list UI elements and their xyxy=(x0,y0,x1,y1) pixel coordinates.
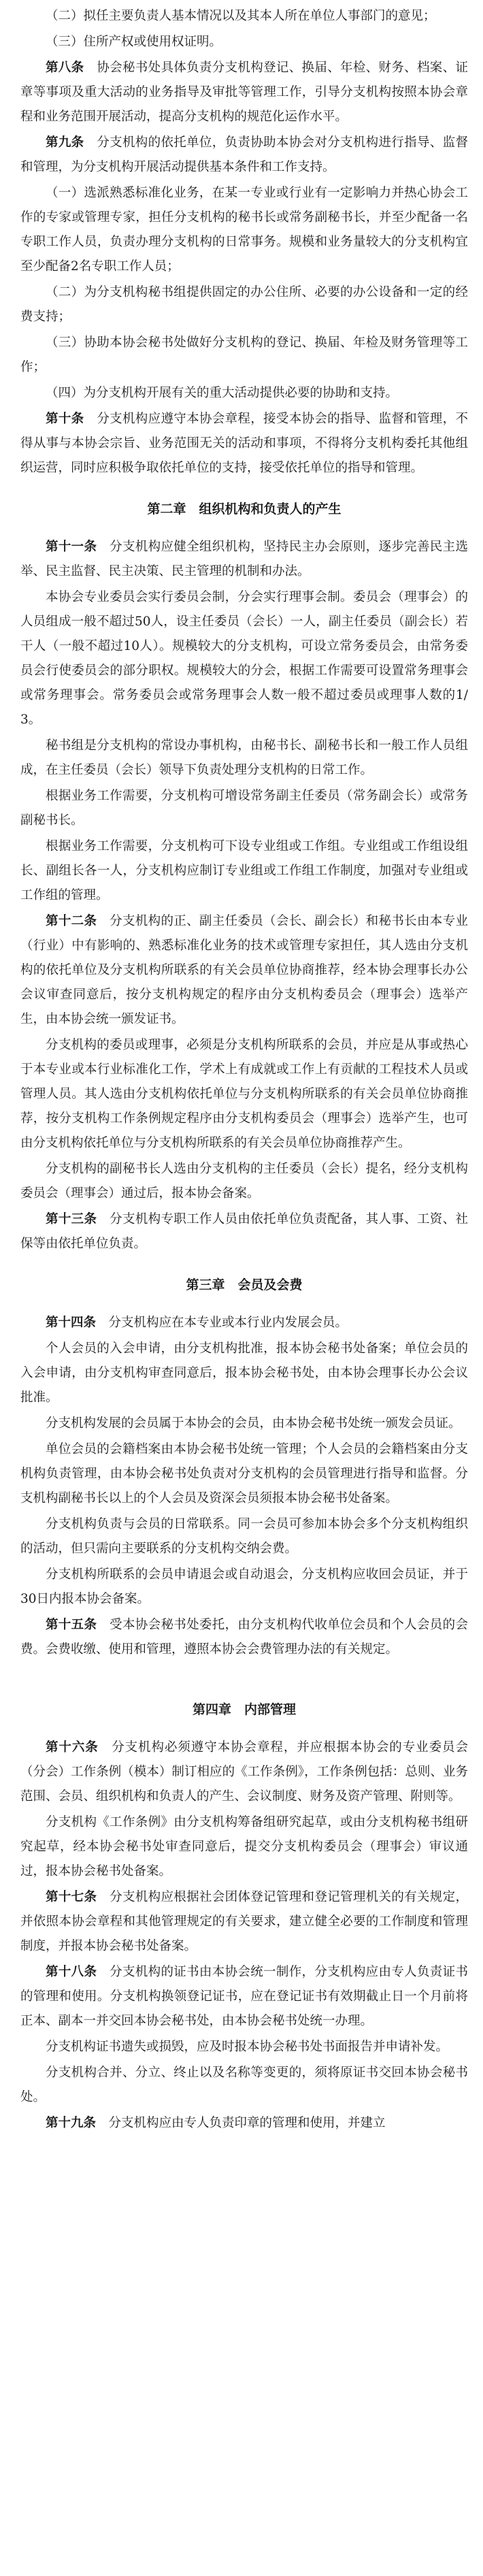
article-number: 第十二条 xyxy=(46,914,97,928)
article-paragraph xyxy=(20,407,468,480)
paragraph-text: 分支机构发展的会员属于本协会的会员，由本协会秘书处统一颁发会员证。 xyxy=(46,1416,461,1431)
paragraph-text: 根据业务工作需要，分支机构可增设常务副主任委员（常务副会长）或常务副秘书长。 xyxy=(20,789,468,828)
body-paragraph xyxy=(20,1337,468,1410)
article-paragraph xyxy=(20,1311,468,1335)
body-paragraph xyxy=(20,1810,468,1884)
article-number: 第八条 xyxy=(46,61,84,75)
paragraph-text: 协会秘书处具体负责分支机构登记、换届、年检、财务、档案、证章等事项及重大活动的业务指导及审批等管理工作，引导分支机构按照本协会章程和业务范围开展活动，提高分支机构的规范化运作水平。 xyxy=(20,61,468,124)
paragraph-text: 分支机构合并、分立、终止以及名称等变更的，须将原证书交回本协会秘书处。 xyxy=(20,2066,468,2104)
paragraph-text: 分支机构的证书由本协会统一制作，分支机构应由专人负责证书的管理和使用。分支机构换领登记证书，应在登记证书有效期截止日一个月前将正本、副本一并交回本协会秘书处，由本协会秘书处统一办理。 xyxy=(20,1965,468,2028)
paragraph-text: （四）为分支机构开展有关的重大活动提供必要的协助和支持。 xyxy=(46,386,399,400)
paragraph-text: （三）住所产权或使用权证明。 xyxy=(46,35,222,49)
article-paragraph xyxy=(20,1885,468,1959)
body-paragraph xyxy=(20,834,468,908)
paragraph-text: 秘书组是分支机构的常设办事机构，由秘书长、副秘书长和一般工作人员组成，在主任委员（会长）领导下负责处理分支机构的日常工作。 xyxy=(20,738,468,777)
paragraph-text: （三）协助本协会秘书处做好分支机构的登记、换届、年检及财务管理等工作； xyxy=(20,336,468,374)
article-number: 第十四条 xyxy=(46,1316,97,1330)
body-paragraph xyxy=(20,30,468,54)
body-paragraph xyxy=(20,1157,468,1206)
article-number: 第十九条 xyxy=(46,2116,97,2130)
body-paragraph xyxy=(20,784,468,833)
chapter-title: 内部管理 xyxy=(244,1702,297,1717)
article-number: 第十七条 xyxy=(46,1890,97,1904)
paragraph-text: 受本协会秘书处委托，由分支机构代收单位会员和个人会员的会费。会费收缴、使用和管理，遵照本协会会费管理办法的有关规定。 xyxy=(20,1618,468,1657)
chapter-number: 第三章 xyxy=(186,1277,225,1292)
chapter-number: 第四章 xyxy=(192,1702,231,1717)
body-paragraph xyxy=(20,331,468,380)
paragraph-text: 根据业务工作需要，分支机构可下设专业组或工作组。专业组或工作组设组长、副组长各一人，分支机构应制订专业组或工作组工作制度，加强对专业组或工作组的管理。 xyxy=(20,839,468,902)
body-paragraph xyxy=(20,280,468,329)
chapter-heading xyxy=(20,1273,468,1297)
chapter-title: 会员及会费 xyxy=(237,1277,303,1292)
article-number: 第十八条 xyxy=(46,1965,97,1979)
paragraph-text: （二）拟任主要负责人基本情况以及其本人所在单位人事部门的意见； xyxy=(46,9,436,23)
chapter-heading xyxy=(20,1697,468,1722)
paragraph-text: 分支机构的依托单位，负责协助本协会对分支机构进行指导、监督和管理，为分支机构开展活动提供基本条件和工作支持。 xyxy=(20,135,468,174)
paragraph-text: 分支机构的副秘书长人选由分支机构的主任委员（会长）提名，经分支机构委员会（理事会）通过后，报本协会备案。 xyxy=(20,1162,468,1201)
body-paragraph xyxy=(20,1512,468,1561)
paragraph-text: 分支机构的委员或理事，必须是分支机构所联系的会员，并应是从事或热心于本专业或本行业标准化工作，学术上有成就或工作上有贡献的工程技术人员或管理人员。其人选由分支机构依托单位与分支机构所联系的有关会员单位协商推荐，按分支机构工作条例规定程序由分支机构委员会（理事会）选举产生，也可由分支机构依托单位与分支机构所联系的有关会员单位协商推荐产生。 xyxy=(20,1038,468,1150)
article-number: 第十六条 xyxy=(46,1740,99,1755)
paragraph-text: 分支机构的正、副主任委员（会长、副会长）和秘书长由本专业（行业）中有影响的、熟悉标准化业务的技术或管理专家担任，其人选由分支机构的依托单位及分支机构所联系的有关会员单位协商推荐，经本协会理事长办公会议审查同意后，按分支机构规定的程序由分支机构委员会（理事会）选举产生，由本协会统一颁发证书。 xyxy=(20,914,468,1026)
body-paragraph xyxy=(20,2061,468,2110)
article-paragraph xyxy=(20,1613,468,1662)
article-paragraph xyxy=(20,1960,468,2034)
article-number: 第十一条 xyxy=(46,540,97,554)
paragraph-text: 分支机构所联系的会员申请退会或自动退会，分支机构应收回会员证，并于30日内报本协会备案。 xyxy=(20,1567,468,1606)
paragraph-text: （二）为分支机构秘书组提供固定的办公住所、必要的办公设备和一定的经费支持； xyxy=(20,285,468,324)
paragraph-text: 分支机构专职工作人员由依托单位负责配备，其人事、工资、社保等由依托单位负责。 xyxy=(20,1212,468,1251)
body-paragraph xyxy=(20,1563,468,1612)
body-paragraph xyxy=(20,181,468,279)
article-paragraph xyxy=(20,909,468,1032)
body-paragraph xyxy=(20,1437,468,1511)
paragraph-text: 分支机构必须遵守本协会章程，并应根据本协会的专业委员会（分会）工作条例（模本）制订相应的《工作条例》，工作条例包括：总则、业务范围、会员、组织机构和负责人的产生、会议制度、财务及资产管理、附则等。 xyxy=(20,1740,468,1804)
paragraph-text: 分支机构证书遗失或损毁，应及时报本协会秘书处书面报告并申请补发。 xyxy=(46,2040,449,2054)
body-paragraph xyxy=(20,1412,468,1436)
article-number: 第九条 xyxy=(46,135,84,150)
paragraph-text: 个人会员的入会申请，由分支机构批准，报本协会秘书处备案；单位会员的入会申请，由分支机构审查同意后，报本协会秘书处，由本协会理事长办公会议批准。 xyxy=(20,1341,468,1405)
article-paragraph xyxy=(20,56,468,129)
body-paragraph xyxy=(20,585,468,732)
paragraph-text: 分支机构《工作条例》由分支机构筹备组研究起草，或由分支机构秘书组研究起草，经本协会秘书处审查同意后，提交分支机构委员会（理事会）审议通过，报本协会秘书处备案。 xyxy=(20,1815,468,1878)
body-paragraph xyxy=(20,2035,468,2059)
paragraph-text: 分支机构应根据社会团体登记管理和登记管理机关的有关规定，并依照本协会章程和其他管理规定的有关要求，建立健全必要的工作制度和管理制度，并报本协会秘书处备案。 xyxy=(20,1890,468,1953)
paragraph-text: 分支机构应在本专业或本行业内发展会员。 xyxy=(108,1316,348,1330)
article-paragraph xyxy=(20,2111,468,2136)
article-number: 第十条 xyxy=(46,412,84,426)
article-paragraph xyxy=(20,535,468,584)
article-number: 第十三条 xyxy=(46,1212,97,1226)
paragraph-text: 分支机构应由专人负责印章的管理和使用，并建立 xyxy=(108,2116,386,2130)
chapter-number: 第二章 xyxy=(147,502,186,517)
paragraph-text: 单位会员的会籍档案由本协会秘书处统一管理；个人会员的会籍档案由分支机构负责管理，由本协会秘书处负责对分支机构的会员管理进行指导和监督。分支机构副秘书长以上的个人会员及资深会员须报本协会秘书处备案。 xyxy=(20,1442,468,1505)
body-paragraph xyxy=(20,381,468,406)
chapter-heading xyxy=(20,497,468,521)
article-number: 第十五条 xyxy=(46,1618,97,1632)
paragraph-text: （一）选派熟悉标准化业务，在某一专业或行业有一定影响力并热心协会工作的专家或管理专家，担任分支机构的秘书长或常务副秘书长，并至少配备一名专职工作人员，负责办理分支机构的日常事务。规模和业务量较大的分支机构宜至少配备2名专职工作人员； xyxy=(20,186,468,274)
paragraph-text: 分支机构应遵守本协会章程，接受本协会的指导、监督和管理，不得从事与本协会宗旨、业务范围无关的活动和事项，不得将分支机构委托其他组织运营，同时应积极争取依托单位的支持，接受依托单位的指导和管理。 xyxy=(20,412,468,475)
body-paragraph xyxy=(20,4,468,29)
paragraph-text: 分支机构负责与会员的日常联系。同一会员可参加本协会多个分支机构组织的活动，但只需向主要联系的分支机构交纳会费。 xyxy=(20,1517,468,1556)
body-paragraph xyxy=(20,734,468,783)
chapter-title: 组织机构和负责人的产生 xyxy=(199,502,342,517)
body-paragraph xyxy=(20,1033,468,1156)
article-paragraph xyxy=(20,131,468,180)
article-paragraph xyxy=(20,1735,468,1809)
paragraph-text: 本协会专业委员会实行委员会制，分会实行理事会制。委员会（理事会）的人员组成一般不超过50人，设主任委员（会长）一人，副主任委员（副会长）若干人（一般不超过10人）。规模较大的分支机构，可设立常务委员会，由常务委员会行使委员会的部分职权。规模较大的分会，根据工作需要可设置常务理事会或常务理事会。常务委员会或常务理事会人数一般不超过委员或理事人数的1/3。 xyxy=(20,590,468,727)
paragraph-text: 分支机构应健全组织机构，坚持民主办会原则，逐步完善民主选举、民主监督、民主决策、民主管理的机制和办法。 xyxy=(20,540,468,578)
article-paragraph xyxy=(20,1207,468,1256)
